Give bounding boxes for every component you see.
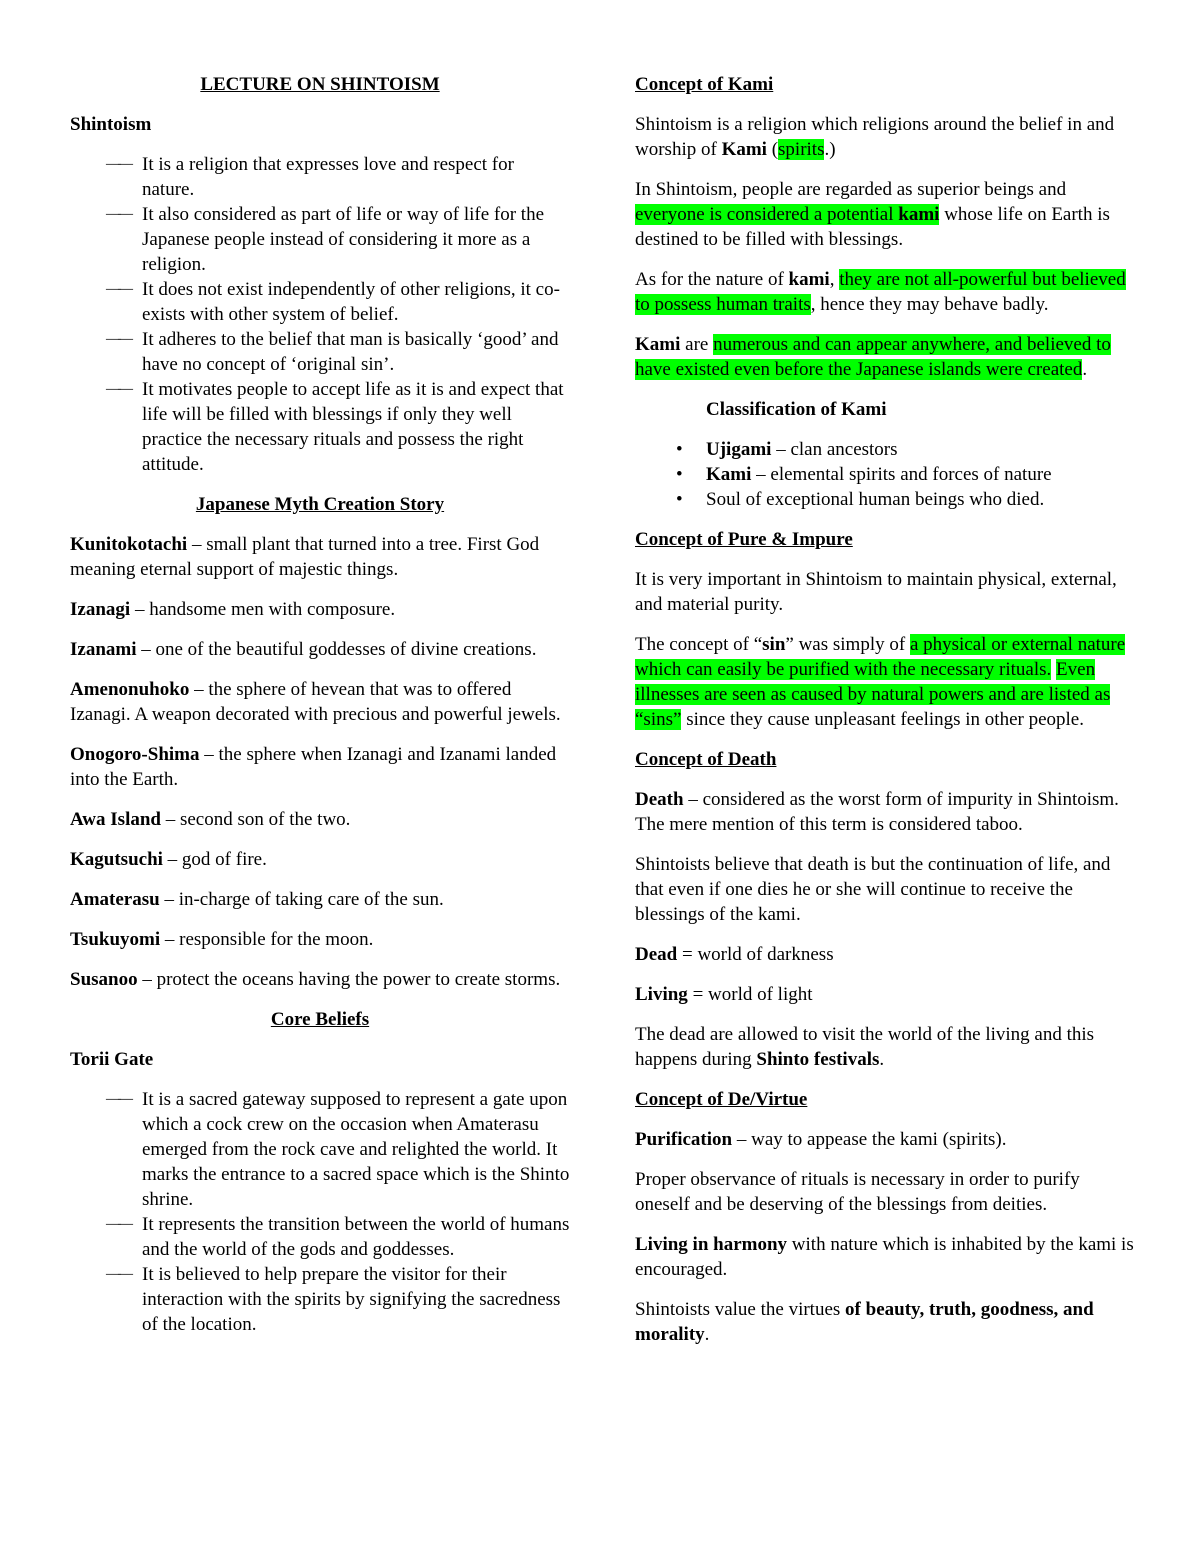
entry-term: Onogoro-Shima bbox=[70, 744, 200, 765]
entry-definition: – god of fire. bbox=[162, 849, 267, 870]
text-span: The concept of “ bbox=[635, 634, 763, 655]
virtue-paragraph bbox=[635, 1297, 1135, 1347]
bold-term: Purification bbox=[635, 1129, 733, 1150]
list-item bbox=[706, 462, 1135, 487]
myth-entry bbox=[70, 742, 570, 792]
virtue-paragraph bbox=[635, 1127, 1135, 1152]
virtue-paragraph bbox=[635, 1232, 1135, 1282]
bold-term: Kami bbox=[706, 464, 752, 485]
list-item: —— It is a religion that expresses love and respect for nature. bbox=[142, 152, 570, 202]
entry-term: Susanoo bbox=[70, 969, 138, 990]
list-item: —— It motivates people to accept life as it is and expect that life will be filled with blessings if only they well practice the necessary rituals and possess the right attitude. bbox=[142, 377, 570, 477]
bold-term: Kami bbox=[721, 139, 767, 160]
myth-entry bbox=[70, 887, 570, 912]
bold-term: Ujigami bbox=[706, 439, 772, 460]
kami-paragraph bbox=[635, 332, 1135, 382]
virtue-heading: Concept of De/Virtue bbox=[635, 1089, 808, 1110]
text-span: Shintoists value the virtues bbox=[635, 1299, 846, 1320]
entry-definition: – one of the beautiful goddesses of divine creations. bbox=[136, 639, 537, 660]
myth-entry bbox=[70, 847, 570, 872]
bold-term: sin bbox=[762, 634, 786, 655]
classification-list bbox=[635, 437, 1135, 512]
entry-definition: – the sphere when Izanagi and Izanami landed into the Earth. bbox=[70, 744, 557, 790]
core-beliefs-heading: Core Beliefs bbox=[270, 1009, 370, 1030]
torii-list bbox=[70, 1087, 570, 1337]
document-title: LECTURE ON SHINTOISM bbox=[200, 74, 440, 95]
shintoism-heading: Shintoism bbox=[70, 114, 152, 135]
myth-entry bbox=[70, 532, 570, 582]
text-span: Shintoism is a religion which religions around the belief in and worship of bbox=[635, 114, 1115, 160]
bold-term: Living bbox=[635, 984, 688, 1005]
entry-term: Tsukuyomi bbox=[70, 929, 161, 950]
text-span: ( bbox=[766, 139, 779, 160]
text-span: with nature which is inhabited by the kami is encouraged. bbox=[635, 1234, 1134, 1280]
myth-heading: Japanese Myth Creation Story bbox=[195, 494, 445, 515]
virtue-paragraph: Proper observance of rituals is necessary in order to purify oneself and be deserving of the blessings from deities. bbox=[635, 1169, 1080, 1215]
death-paragraph bbox=[635, 1022, 1135, 1072]
myth-entry bbox=[70, 927, 570, 952]
entry-definition: – protect the oceans having the power to create storms. bbox=[137, 969, 561, 990]
pure-impure-heading: Concept of Pure & Impure bbox=[635, 529, 853, 550]
list-item: —— It adheres to the belief that man is basically ‘good’ and have no concept of ‘original sin’. bbox=[142, 327, 570, 377]
bold-term: Shinto festivals bbox=[756, 1049, 880, 1070]
myth-entry bbox=[70, 637, 570, 662]
list-item bbox=[706, 487, 1135, 512]
myth-entry bbox=[70, 597, 570, 622]
kami-paragraph bbox=[635, 177, 1135, 252]
list-item bbox=[706, 437, 1135, 462]
bold-term: Dead bbox=[635, 944, 678, 965]
text-span: , bbox=[829, 269, 840, 290]
kami-paragraph bbox=[635, 267, 1135, 317]
list-item: —— It is believed to help prepare the visitor for their interaction with the spirits by signifying the sacredness of the location. bbox=[142, 1262, 570, 1337]
list-item: —— It is a sacred gateway supposed to represent a gate upon which a cock crew on the occasion when Amaterasu emerged from the rock cave and relighted the world. It marks the entrance to a sacred space which is the Shinto shrine. bbox=[142, 1087, 570, 1212]
bold-term: of beauty, truth, goodness, and morality bbox=[635, 1299, 1094, 1345]
entry-definition: – small plant that turned into a tree. First God meaning eternal support of majestic things. bbox=[70, 534, 540, 580]
entry-term: Amenonuhoko bbox=[70, 679, 190, 700]
highlighted-text: numerous and can appear anywhere, and believed to have existed even before the Japanese islands were created bbox=[635, 334, 1111, 380]
entry-term: Awa Island bbox=[70, 809, 161, 830]
entry-term: Izanagi bbox=[70, 599, 131, 620]
entry-definition: – handsome men with composure. bbox=[130, 599, 396, 620]
myth-entry bbox=[70, 807, 570, 832]
text-span: In Shintoism, people are regarded as superior beings and bbox=[635, 179, 1067, 200]
list-item: —— It also considered as part of life or way of life for the Japanese people instead of considering it more as a religion. bbox=[142, 202, 570, 277]
pure-paragraph: It is very important in Shintoism to maintain physical, external, and material purity. bbox=[635, 569, 1117, 615]
text-span: , hence they may behave badly. bbox=[810, 294, 1049, 315]
highlighted-text: spirits bbox=[778, 139, 825, 160]
text-span: . bbox=[1082, 359, 1088, 380]
text-span: = world of light bbox=[687, 984, 813, 1005]
kami-heading: Concept of Kami bbox=[635, 74, 774, 95]
text-span: – clan ancestors bbox=[771, 439, 898, 460]
entry-definition: – in-charge of taking care of the sun. bbox=[159, 889, 444, 910]
text-span: – way to appease the kami (spirits). bbox=[732, 1129, 1007, 1150]
text-span: – considered as the worst form of impurity in Shintoism. The mere mention of this term is considered taboo. bbox=[635, 789, 1119, 835]
bold-term: Death bbox=[635, 789, 684, 810]
entry-definition: – the sphere of hevean that was to offered Izanagi. A weapon decorated with precious and powerful jewels. bbox=[70, 679, 561, 725]
highlighted-text: they are not all-powerful but believed to possess human traits bbox=[635, 269, 1126, 315]
highlighted-text: a physical or external nature which can easily be purified with the necessary rituals. bbox=[635, 634, 1126, 680]
death-paragraph bbox=[635, 982, 1135, 1007]
entry-term: Kunitokotachi bbox=[70, 534, 188, 555]
list-item: —— It represents the transition between the world of humans and the world of the gods and goddesses. bbox=[142, 1212, 570, 1262]
entry-definition: – second son of the two. bbox=[160, 809, 351, 830]
text-span: ” was simply of bbox=[785, 634, 910, 655]
text-span: Soul of exceptional human beings who died. bbox=[706, 489, 1045, 510]
torii-gate-heading: Torii Gate bbox=[70, 1049, 154, 1070]
text-span: since they cause unpleasant feelings in other people. bbox=[681, 709, 1084, 730]
text-span: – elemental spirits and forces of nature bbox=[751, 464, 1052, 485]
entry-term: Amaterasu bbox=[70, 889, 160, 910]
entry-term: Kagutsuchi bbox=[70, 849, 163, 870]
text-span: are bbox=[680, 334, 714, 355]
bold-term: Kami bbox=[635, 334, 681, 355]
list-item: —— It does not exist independently of other religions, it co-exists with other system of belief. bbox=[142, 277, 570, 327]
highlighted-text: Even illnesses are seen as caused by natural powers and are listed as “sins” bbox=[635, 659, 1111, 730]
text-span: = world of darkness bbox=[677, 944, 834, 965]
pure-paragraph bbox=[635, 632, 1135, 732]
right-column bbox=[635, 72, 1135, 1362]
text-span: . bbox=[704, 1324, 710, 1345]
text-span: As for the nature of bbox=[635, 269, 789, 290]
myth-entry bbox=[70, 677, 570, 727]
text-span: The dead are allowed to visit the world of the living and this happens during bbox=[635, 1024, 1095, 1070]
entry-definition: – responsible for the moon. bbox=[160, 929, 374, 950]
death-paragraph: Shintoists believe that death is but the continuation of life, and that even if one dies he or she will continue to receive the blessings of the kami. bbox=[635, 854, 1111, 925]
highlighted-bold-term: kami bbox=[898, 204, 940, 225]
highlighted-text: everyone is considered a potential bbox=[635, 204, 899, 225]
left-column bbox=[70, 72, 570, 1352]
text-span: .) bbox=[824, 139, 836, 160]
text-span: whose life on Earth is destined to be filled with blessings. bbox=[635, 204, 1110, 250]
bold-term: Living in harmony bbox=[635, 1234, 788, 1255]
death-heading: Concept of Death bbox=[635, 749, 777, 770]
death-paragraph bbox=[635, 942, 1135, 967]
classification-heading: Classification of Kami bbox=[706, 399, 887, 420]
text-span: . bbox=[879, 1049, 885, 1070]
bold-term: kami bbox=[788, 269, 830, 290]
kami-paragraph bbox=[635, 112, 1135, 162]
myth-entry bbox=[70, 967, 570, 992]
death-paragraph bbox=[635, 787, 1135, 837]
shintoism-list bbox=[70, 152, 570, 477]
entry-term: Izanami bbox=[70, 639, 137, 660]
